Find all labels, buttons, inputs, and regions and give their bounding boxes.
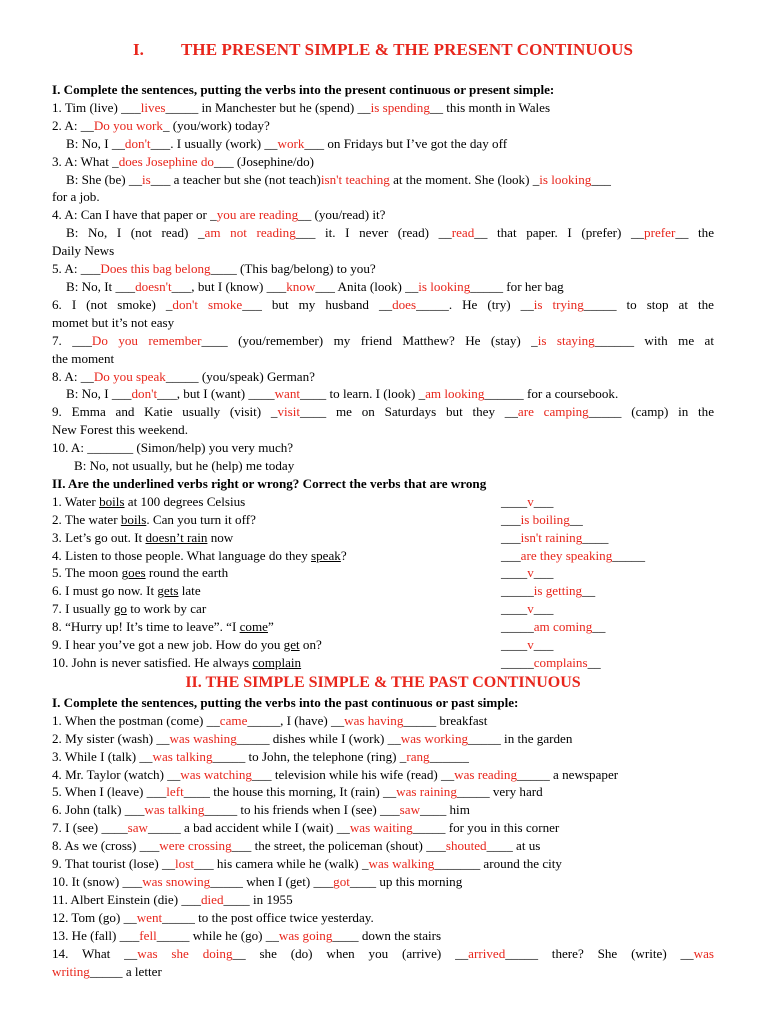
sentence-text: _____ while he (go) __ bbox=[156, 927, 279, 943]
exercise-line bbox=[52, 855, 714, 873]
exercise-line bbox=[52, 117, 714, 135]
sentence-text: ___ it. I never (read) __ bbox=[295, 225, 452, 241]
correction-answer bbox=[501, 564, 553, 582]
answer-text: fell bbox=[139, 927, 157, 943]
sentence-text: _____ a newspaper bbox=[517, 766, 619, 782]
exercise-line bbox=[52, 224, 714, 242]
sentence-text: 11. Albert Einstein (die) ___ bbox=[52, 891, 201, 907]
sentence-text: Daily News bbox=[52, 243, 115, 259]
sentence-text: . Can you turn it off? bbox=[146, 511, 256, 527]
answer-text: v bbox=[527, 565, 534, 581]
sentence-text: ____ him bbox=[420, 802, 470, 818]
answer-text: doesn't bbox=[135, 278, 172, 294]
exercise-line bbox=[52, 368, 714, 386]
exercise-line bbox=[52, 927, 714, 945]
exercise-line bbox=[52, 819, 714, 837]
answer-text: lives bbox=[140, 99, 166, 115]
exercise-line bbox=[52, 171, 714, 189]
answer-text: are they speaking bbox=[520, 547, 613, 563]
right-wrong-row bbox=[52, 582, 714, 600]
question-text bbox=[52, 582, 501, 600]
exercise-line bbox=[52, 153, 714, 171]
answer-text: is bbox=[142, 171, 151, 187]
sentence-text: at the moment. She (look) _ bbox=[389, 171, 540, 187]
sentence-text: ___ his camera while he (walk) _ bbox=[193, 856, 369, 872]
correction-answer bbox=[501, 493, 553, 511]
sentence-text: 5. The moon bbox=[52, 565, 122, 581]
sentence-text: 7. I (see) ____ bbox=[52, 820, 128, 836]
exercise-line bbox=[52, 314, 714, 332]
sentence-text: __ that paper. I (prefer) __ bbox=[474, 225, 645, 241]
sentence-text: 8. As we (cross) ___ bbox=[52, 838, 160, 854]
sentence-text: ______ bbox=[429, 748, 469, 764]
sentence-text: _____ very hard bbox=[456, 784, 543, 800]
answer-text: was watching bbox=[180, 766, 252, 782]
underlined-verb: go bbox=[113, 601, 127, 617]
answer-text: Do you remember bbox=[91, 332, 202, 348]
sentence-text: __ (you/read) it? bbox=[298, 207, 386, 223]
right-wrong-row bbox=[52, 654, 714, 672]
sentence-text: 8. A: __ bbox=[52, 368, 94, 384]
answer-text: is looking bbox=[539, 171, 592, 187]
exercise-line bbox=[52, 403, 714, 421]
sentence-text: __ this month in Wales bbox=[429, 99, 551, 115]
sentence-text: __ the bbox=[675, 225, 715, 241]
answer-text: is boiling bbox=[520, 511, 570, 527]
underlined-verb: boils bbox=[120, 511, 147, 527]
sentence-text: 8. “Hurry up! It’s time to leave”. “I bbox=[52, 619, 240, 635]
sentence-text: ___ (Josephine/do) bbox=[213, 153, 314, 169]
correction-answer bbox=[501, 654, 601, 672]
sentence-text: ____ (This bag/belong) to you? bbox=[210, 261, 376, 277]
exercise-instruction-present: I. Complete the sentences, putting the verbs into the present continuous or present simple: bbox=[52, 82, 555, 97]
sentence-text: B: No, I (not read) _ bbox=[66, 225, 205, 241]
answer-text: does bbox=[392, 296, 417, 312]
exercise-line bbox=[52, 909, 714, 927]
correction-answer bbox=[501, 547, 645, 565]
sentence-text: ___ television while his wife (read) __ bbox=[251, 766, 455, 782]
sentence-text: _____ to John, the telephone (ring) _ bbox=[212, 748, 407, 764]
sentence-text: ___ a teacher but she (not teach) bbox=[150, 171, 321, 187]
sentence-text: _____ in Manchester but he (spend) __ bbox=[165, 99, 371, 115]
right-wrong-row bbox=[52, 600, 714, 618]
exercise-instruction-right-wrong: II. Are the underlined verbs right or wrong? Correct the verbs that are wrong bbox=[52, 475, 487, 491]
sentence-text: 10. It (snow) ___ bbox=[52, 873, 143, 889]
answer-text: lost bbox=[175, 856, 194, 872]
answer-text: know bbox=[286, 278, 316, 294]
answer-text: Does this bag belong bbox=[100, 261, 211, 277]
sentence-text: 12. Tom (go) __ bbox=[52, 909, 137, 925]
sentence-text: 1. When the postman (come) __ bbox=[52, 712, 220, 728]
exercise-line bbox=[52, 837, 714, 855]
answer-text: want bbox=[274, 386, 301, 402]
sentence-text: _____. He (try) __ bbox=[416, 296, 534, 312]
sentence-text: __ bbox=[569, 511, 583, 527]
exercise-line bbox=[52, 801, 714, 819]
answer-text: visit bbox=[277, 404, 301, 420]
sentence-text: ______ for a coursebook. bbox=[484, 386, 619, 402]
answer-text: was walking bbox=[368, 856, 435, 872]
exercise-line bbox=[52, 278, 714, 296]
underlined-verb: goes bbox=[121, 565, 146, 581]
exercise-line bbox=[52, 457, 714, 475]
sentence-text: ____ at us bbox=[486, 838, 541, 854]
sentence-text: _____ a bad accident while I (wait) __ bbox=[148, 820, 350, 836]
answer-text: was talking bbox=[144, 802, 205, 818]
sentence-text: 5. A: ___ bbox=[52, 261, 101, 277]
answer-text: is spending bbox=[370, 99, 430, 115]
answer-text: was washing bbox=[169, 730, 237, 746]
exercise-line bbox=[52, 135, 714, 153]
exercise-line bbox=[52, 332, 714, 350]
answer-text: was waiting bbox=[349, 820, 413, 836]
question-text bbox=[52, 564, 501, 582]
answer-text: work bbox=[277, 135, 305, 151]
sentence-text: ____ the house this morning, It (rain) __ bbox=[183, 784, 397, 800]
sentence-text: ____ (you/remember) my friend Matthew? He (stay) _ bbox=[201, 332, 538, 348]
sentence-text: _____ dishes while I (work) __ bbox=[236, 730, 401, 746]
right-wrong-row bbox=[52, 636, 714, 654]
answer-text: died bbox=[200, 891, 224, 907]
answer-text: v bbox=[527, 493, 534, 509]
answer-text: does Josephine do bbox=[118, 153, 214, 169]
correction-answer bbox=[501, 582, 595, 600]
answer-text: Do you speak bbox=[93, 368, 166, 384]
exercise-line bbox=[52, 385, 714, 403]
question-text bbox=[52, 529, 501, 547]
answer-text: v bbox=[527, 637, 534, 653]
answer-text: was going bbox=[278, 927, 333, 943]
sentence-text: _____ bbox=[501, 655, 534, 670]
sentence-text: B: No, I ___ bbox=[66, 386, 132, 402]
answer-text: was she doing bbox=[137, 945, 233, 961]
exercise-line bbox=[52, 766, 714, 784]
sentence-text: B: She (be) __ bbox=[66, 171, 143, 187]
question-text bbox=[52, 618, 501, 636]
correction-answer bbox=[501, 600, 553, 618]
sentence-text: ___ bbox=[501, 547, 521, 563]
exercise-line bbox=[52, 260, 714, 278]
exercise-line bbox=[52, 873, 714, 891]
underlined-verb: doesn’t rain bbox=[145, 529, 208, 545]
sentence-text: __ bbox=[587, 655, 601, 670]
sentence-text: ___ bbox=[533, 565, 554, 581]
answer-text: was reading bbox=[454, 766, 518, 782]
answer-text: don't smoke bbox=[172, 296, 243, 312]
answer-text: was raining bbox=[396, 784, 457, 800]
answer-text: is trying bbox=[533, 296, 584, 312]
sentence-text: ___ bbox=[533, 601, 554, 617]
sentence-text: 13. He (fall) ___ bbox=[52, 927, 140, 943]
sentence-text: B: No, It ___ bbox=[66, 278, 136, 294]
sentence-text: 3. Let’s go out. It bbox=[52, 529, 146, 545]
exercise-present-lines bbox=[52, 99, 714, 475]
underlined-verb: speak bbox=[311, 547, 341, 563]
right-wrong-row bbox=[52, 564, 714, 582]
answer-text: rang bbox=[406, 748, 430, 764]
sentence-text: ___ but my husband __ bbox=[242, 296, 393, 312]
sentence-text: for a job. bbox=[52, 189, 100, 205]
section-title-2: II. THE SIMPLE SIMPLE & THE PAST CONTINUOUS bbox=[185, 673, 581, 691]
sentence-text: __ she (do) when you (arrive) __ bbox=[232, 945, 469, 961]
exercise-line bbox=[52, 350, 714, 368]
answer-text: was snowing bbox=[142, 873, 211, 889]
exercise-line bbox=[52, 891, 714, 909]
sentence-text: _____ to his friends when I (see) ___ bbox=[204, 802, 400, 818]
correction-answer bbox=[501, 511, 583, 529]
sentence-text: 10. A: _______ (Simon/help) you very much? bbox=[52, 440, 294, 456]
sentence-text: at 100 degrees Celsius bbox=[124, 493, 246, 509]
sentence-text: ___ the street, the policeman (shout) ___ bbox=[231, 838, 446, 854]
sentence-text: 4. Listen to those people. What language do they bbox=[52, 547, 312, 563]
sentence-text: 7. ___ bbox=[52, 332, 92, 348]
sentence-text: 2. My sister (wash) __ bbox=[52, 730, 170, 746]
exercise-line bbox=[52, 748, 714, 766]
sentence-text: ____ bbox=[501, 565, 528, 581]
sentence-text: late bbox=[178, 583, 201, 599]
sentence-text: ____ up this morning bbox=[349, 873, 463, 889]
underlined-verb: complain bbox=[252, 655, 302, 670]
sentence-text: _____ (camp) in the bbox=[588, 404, 715, 420]
sentence-text: ___ on Fridays but I’ve got the day off bbox=[304, 135, 508, 151]
underlined-verb: come bbox=[239, 619, 268, 635]
sentence-text: to work by car bbox=[126, 601, 207, 617]
sentence-text: 4. A: Can I have that paper or _ bbox=[52, 207, 217, 223]
sentence-text: 10. John is never satisfied. He always bbox=[52, 655, 253, 670]
answer-text: you are reading bbox=[216, 207, 299, 223]
sentence-text: ____ down the stairs bbox=[332, 927, 442, 943]
right-wrong-row bbox=[52, 529, 714, 547]
answer-text: read bbox=[451, 225, 475, 241]
sentence-text: 6. I must go now. It bbox=[52, 583, 158, 599]
sentence-text: 9. I hear you’ve got a new job. How do you bbox=[52, 637, 284, 653]
exercise-past-lines bbox=[52, 712, 714, 981]
sentence-text: 4. Mr. Taylor (watch) __ bbox=[52, 766, 181, 782]
sentence-text: ___ Anita (look) __ bbox=[315, 278, 419, 294]
sentence-text: __ bbox=[592, 619, 606, 635]
sentence-text: _____ bbox=[501, 583, 534, 599]
answer-text: was talking bbox=[152, 748, 213, 764]
sentence-text: _____ a letter bbox=[89, 963, 162, 979]
sentence-text: _____ there? She (write) __ bbox=[505, 945, 694, 961]
sentence-text: round the earth bbox=[145, 565, 229, 581]
sentence-text: _____ bbox=[612, 547, 645, 563]
exercise-right-wrong-rows bbox=[52, 493, 714, 672]
sentence-text: ___ bbox=[533, 637, 554, 653]
answer-text: is looking bbox=[418, 278, 471, 294]
sentence-text: 6. I (not smoke) _ bbox=[52, 296, 173, 312]
sentence-text: now bbox=[207, 529, 234, 545]
answer-text: shouted bbox=[445, 838, 487, 854]
sentence-text: _____ when I (get) ___ bbox=[210, 873, 334, 889]
sentence-text: 5. When I (leave) ___ bbox=[52, 784, 167, 800]
answer-text: am looking bbox=[425, 386, 485, 402]
answer-text: arrived bbox=[468, 945, 506, 961]
sentence-text: _____ bbox=[501, 619, 534, 635]
answer-text: am not reading bbox=[204, 225, 296, 241]
question-text bbox=[52, 600, 501, 618]
answer-text: saw bbox=[399, 802, 421, 818]
answer-text: isn't raining bbox=[520, 529, 583, 545]
sentence-text: New Forest this weekend. bbox=[52, 422, 189, 438]
section-number: I. bbox=[132, 40, 145, 59]
sentence-text: _____ to stop at the bbox=[583, 296, 714, 312]
answer-text: Do you work bbox=[93, 117, 163, 133]
sentence-text: 2. The water bbox=[52, 511, 121, 527]
answer-text: is staying bbox=[537, 332, 595, 348]
answer-text: complains bbox=[533, 655, 588, 670]
underlined-verb: get bbox=[283, 637, 300, 653]
exercise-line bbox=[52, 945, 714, 963]
underlined-verb: boils bbox=[99, 493, 125, 509]
sentence-text: 1. Tim (live) ___ bbox=[52, 99, 141, 115]
sentence-text: 3. A: What _ bbox=[52, 153, 119, 169]
sentence-text: ____ in 1955 bbox=[223, 891, 293, 907]
sentence-text: _____ (you/speak) German? bbox=[165, 368, 315, 384]
answer-text: isn't teaching bbox=[320, 171, 390, 187]
sentence-text: B: No, I __ bbox=[66, 135, 125, 151]
exercise-instruction-past: I. Complete the sentences, putting the verbs into the past continuous or past simple: bbox=[52, 694, 519, 710]
exercise-line bbox=[52, 730, 714, 748]
sentence-text: momet but it’s not easy bbox=[52, 314, 175, 330]
answer-text: don't bbox=[124, 135, 151, 151]
sentence-text: 6. John (talk) ___ bbox=[52, 802, 145, 818]
sentence-text: __ bbox=[582, 583, 596, 599]
sentence-text: ____ bbox=[582, 529, 609, 545]
answer-text: v bbox=[527, 601, 534, 617]
sentence-text: ___ bbox=[533, 493, 554, 509]
sentence-text: ____ to learn. I (look) _ bbox=[300, 386, 426, 402]
answer-text: went bbox=[136, 909, 163, 925]
sentence-text: ____ bbox=[501, 493, 528, 509]
correction-answer bbox=[501, 618, 605, 636]
right-wrong-row bbox=[52, 618, 714, 636]
answer-text: left bbox=[166, 784, 184, 800]
sentence-text: 9. That tourist (lose) __ bbox=[52, 856, 176, 872]
sentence-text: ___ bbox=[501, 511, 521, 527]
exercise-line bbox=[52, 439, 714, 457]
answer-text: were crossing bbox=[159, 838, 232, 854]
right-wrong-row bbox=[52, 511, 714, 529]
sentence-text: 2. A: __ bbox=[52, 117, 94, 133]
answer-text: are camping bbox=[517, 404, 589, 420]
section-title-text: THE PRESENT SIMPLE & THE PRESENT CONTINUOUS bbox=[180, 40, 634, 59]
answer-text: am coming bbox=[533, 619, 593, 635]
sentence-text: ” bbox=[267, 619, 274, 635]
correction-answer bbox=[501, 636, 553, 654]
answer-text: was working bbox=[400, 730, 469, 746]
sentence-text: 9. Emma and Katie usually (visit) _ bbox=[52, 404, 278, 420]
exercise-line bbox=[52, 242, 714, 260]
answer-text: got bbox=[333, 873, 350, 889]
sentence-text: _____ breakfast bbox=[403, 712, 488, 728]
sentence-text: ____ bbox=[501, 637, 528, 653]
right-wrong-row bbox=[52, 547, 714, 565]
sentence-text: _____ to the post office twice yesterday. bbox=[162, 909, 374, 925]
exercise-line bbox=[52, 783, 714, 801]
sentence-text: ___. I usually (work) __ bbox=[150, 135, 278, 151]
answer-text: prefer bbox=[644, 225, 676, 241]
question-text bbox=[52, 511, 501, 529]
exercise-line bbox=[52, 421, 714, 439]
sentence-text: ___ bbox=[591, 171, 611, 187]
sentence-text: _____ for her bag bbox=[470, 278, 564, 294]
answer-text: writing bbox=[52, 963, 90, 979]
answer-text: was having bbox=[344, 712, 404, 728]
sentence-text: ____ bbox=[501, 601, 528, 617]
answer-text: is getting bbox=[533, 583, 583, 599]
exercise-line bbox=[52, 206, 714, 224]
sentence-text: 7. I usually bbox=[52, 601, 114, 617]
sentence-text: _____ in the garden bbox=[468, 730, 573, 746]
sentence-text: _ (you/work) today? bbox=[162, 117, 270, 133]
sentence-text: the moment bbox=[52, 350, 115, 366]
right-wrong-row bbox=[52, 493, 714, 511]
question-text bbox=[52, 547, 501, 565]
correction-answer bbox=[501, 529, 608, 547]
sentence-text: ___, but I (want) ____ bbox=[157, 386, 275, 402]
question-text bbox=[52, 493, 501, 511]
answer-text: was bbox=[693, 945, 714, 961]
question-text bbox=[52, 636, 501, 654]
sentence-text: 14. What __ bbox=[52, 945, 138, 961]
section-title-1 bbox=[52, 40, 714, 60]
sentence-text: _______ around the city bbox=[434, 856, 562, 872]
answer-text: saw bbox=[127, 820, 149, 836]
sentence-text: _____ for you in this corner bbox=[412, 820, 560, 836]
exercise-line bbox=[52, 963, 714, 981]
sentence-text: ? bbox=[340, 547, 347, 563]
sentence-text: _____, I (have) __ bbox=[247, 712, 345, 728]
sentence-text: 3. While I (talk) __ bbox=[52, 748, 153, 764]
question-text bbox=[52, 654, 501, 672]
sentence-text: B: No, not usually, but he (help) me today bbox=[74, 458, 295, 474]
exercise-line bbox=[52, 712, 714, 730]
exercise-line bbox=[52, 296, 714, 314]
underlined-verb: gets bbox=[157, 583, 179, 599]
answer-text: don't bbox=[131, 386, 158, 402]
sentence-text: on? bbox=[299, 637, 322, 653]
sentence-text: ___, but I (know) ___ bbox=[171, 278, 287, 294]
sentence-text: ___ bbox=[501, 529, 521, 545]
exercise-line bbox=[52, 188, 714, 206]
answer-text: came bbox=[219, 712, 248, 728]
sentence-text: 1. Water bbox=[52, 493, 100, 509]
sentence-text: ____ me on Saturdays but they __ bbox=[300, 404, 518, 420]
exercise-line bbox=[52, 99, 714, 117]
sentence-text: ______ with me at bbox=[594, 332, 715, 348]
